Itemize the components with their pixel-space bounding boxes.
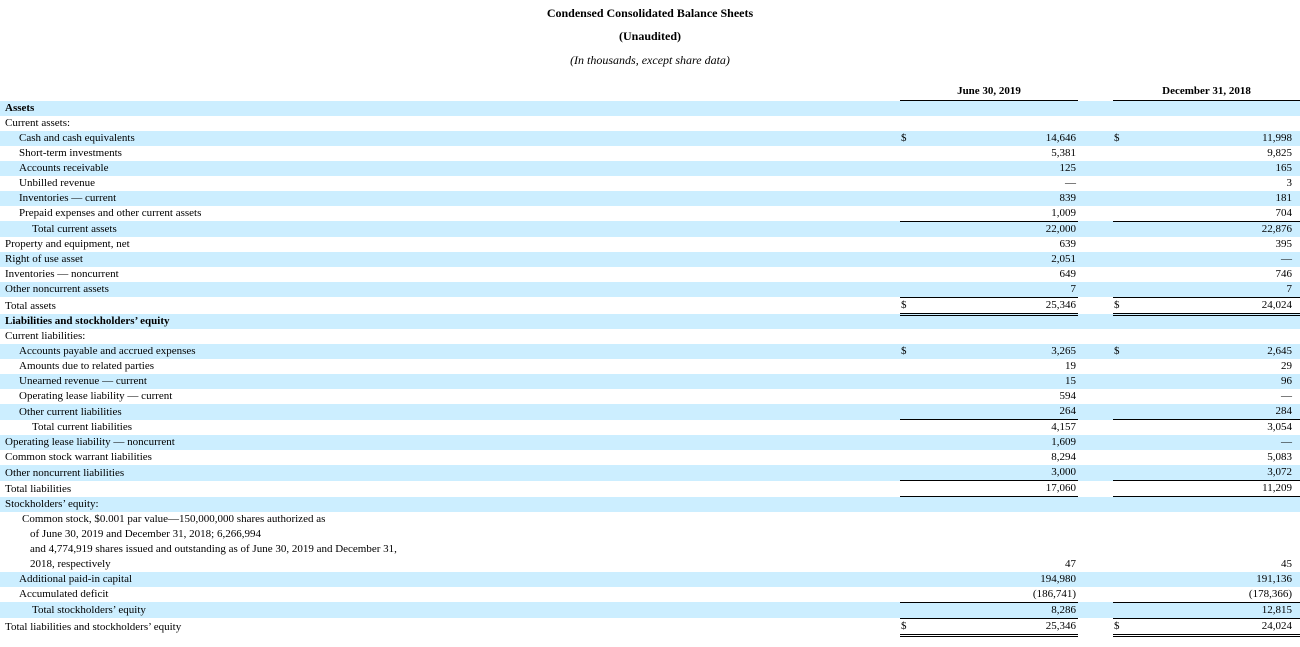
row-label: Operating lease liability — current [19, 390, 173, 402]
currency-symbol [900, 465, 916, 481]
table-row [0, 497, 1300, 512]
column-gap [1078, 359, 1113, 374]
currency-symbol [900, 101, 916, 116]
column-gap [1078, 435, 1113, 450]
document-header [0, 0, 1300, 67]
table-row [0, 329, 1300, 344]
currency-symbol [1113, 374, 1129, 389]
currency-symbol [900, 374, 916, 389]
column-gap [1078, 191, 1113, 206]
currency-symbol [1113, 146, 1129, 161]
value-cell: 24,024 [1129, 618, 1300, 635]
table-row [0, 282, 1300, 298]
column-gap [1078, 237, 1113, 252]
column-gap [1078, 329, 1113, 344]
row-label: Cash and cash equivalents [0, 131, 900, 146]
column-gap [1078, 282, 1113, 298]
column-gap [1078, 131, 1113, 146]
currency-symbol [1113, 587, 1129, 603]
currency-symbol [1113, 206, 1129, 222]
row-label: Inventories — current [0, 191, 900, 206]
currency-symbol [900, 329, 916, 344]
value-cell: 3,072 [1129, 465, 1300, 481]
table-row [0, 450, 1300, 465]
column-gap [1078, 389, 1113, 404]
currency-symbol [1113, 404, 1129, 420]
value-cell: 19 [1065, 360, 1076, 372]
value-cell: 11,998 [1129, 131, 1300, 146]
value-cell: 9,825 [1267, 146, 1292, 159]
currency-symbol [1113, 497, 1129, 512]
value-cell: — [1129, 252, 1300, 267]
currency-symbol [900, 161, 916, 176]
value-cell: 2,645 [1129, 344, 1300, 359]
currency-symbol [1113, 329, 1129, 344]
value-cell: (178,366) [1129, 587, 1300, 603]
table-row [0, 297, 1300, 314]
value-cell: 1,609 [916, 435, 1078, 450]
column-gap [1078, 404, 1113, 420]
currency-symbol [900, 206, 916, 222]
currency-symbol: $ [900, 344, 916, 359]
table-row [0, 404, 1300, 420]
value-cell: 8,286 [916, 602, 1078, 618]
value-cell [916, 101, 1078, 116]
table-row [0, 161, 1300, 176]
currency-symbol [1113, 221, 1129, 237]
table-row [0, 374, 1300, 389]
column-gap [1078, 314, 1113, 329]
table-row [0, 618, 1300, 635]
row-label: Total assets [5, 300, 56, 312]
row-label: Assets [0, 101, 900, 116]
row-label-line: 2018, respectively [30, 557, 111, 570]
currency-symbol [900, 267, 916, 282]
row-label: Unbilled revenue [19, 176, 96, 189]
row-label: Amounts due to related parties [19, 360, 155, 372]
row-label: Other current liabilities [0, 404, 900, 420]
currency-symbol [1113, 176, 1129, 191]
currency-symbol [1113, 237, 1129, 252]
balance-sheet-table [0, 80, 1300, 637]
currency-symbol [900, 146, 916, 161]
column-gap [1078, 420, 1113, 436]
currency-symbol [1113, 314, 1129, 329]
value-cell [916, 116, 1078, 131]
column-header-june-30-2019: June 30, 2019 [900, 80, 1078, 101]
row-label: Common stock warrant liabilities [5, 451, 152, 463]
row-label: Current assets: [5, 116, 71, 129]
column-gap [1078, 221, 1113, 237]
value-cell: 14,646 [916, 131, 1078, 146]
currency-symbol [1113, 116, 1129, 131]
value-cell: 45 [1281, 557, 1292, 570]
currency-symbol [900, 450, 916, 465]
table-row [0, 572, 1300, 587]
row-label-line: Common stock, $0.001 par value—150,000,000 shares authorized as [22, 512, 326, 525]
row-label: Current liabilities: [5, 330, 86, 342]
column-gap [1078, 572, 1113, 587]
value-cell: 1,009 [916, 206, 1078, 222]
value-cell: 7 [916, 282, 1078, 298]
currency-symbol [1113, 602, 1129, 618]
column-gap [1078, 267, 1113, 282]
value-cell: 15 [916, 374, 1078, 389]
currency-symbol [1113, 267, 1129, 282]
value-cell: 746 [1275, 267, 1292, 280]
value-cell: 11,209 [1129, 481, 1300, 497]
table-row [0, 314, 1300, 329]
value-cell: — [1281, 390, 1292, 402]
value-cell: 3,054 [1267, 421, 1292, 433]
currency-symbol [900, 191, 916, 206]
value-cell: 839 [916, 191, 1078, 206]
row-label: Stockholders’ equity: [0, 497, 900, 512]
currency-symbol [1113, 191, 1129, 206]
currency-symbol [900, 587, 916, 603]
currency-symbol [900, 221, 916, 237]
currency-symbol [1113, 359, 1129, 374]
table-row [0, 237, 1300, 252]
value-cell: 395 [1275, 237, 1292, 250]
row-label: Operating lease liability — noncurrent [0, 435, 900, 450]
currency-symbol: $ [1113, 618, 1129, 635]
column-gap [1078, 465, 1113, 481]
row-label: Property and equipment, net [5, 237, 130, 250]
value-cell: 29 [1281, 360, 1292, 372]
currency-symbol [900, 282, 916, 298]
column-gap [1078, 602, 1113, 618]
row-label: Accounts payable and accrued expenses [0, 344, 900, 359]
currency-symbol [900, 602, 916, 618]
value-cell: 704 [1129, 206, 1300, 222]
column-gap [1078, 176, 1113, 191]
row-label: Accounts receivable [0, 161, 900, 176]
column-gap [1078, 206, 1113, 222]
currency-symbol [900, 176, 916, 191]
row-label: Inventories — noncurrent [5, 267, 119, 280]
table-row [0, 389, 1300, 404]
table-row [0, 344, 1300, 359]
column-gap [1078, 481, 1113, 497]
currency-symbol [900, 237, 916, 252]
currency-symbol: $ [900, 131, 916, 146]
row-label: Total current assets [0, 221, 900, 237]
value-cell: 194,980 [916, 572, 1078, 587]
value-cell: (186,741) [916, 587, 1078, 603]
value-cell: 17,060 [916, 481, 1078, 497]
row-label: Total stockholders’ equity [0, 602, 900, 618]
value-cell: 22,876 [1129, 221, 1300, 237]
document-title: Condensed Consolidated Balance Sheets [546, 6, 754, 20]
value-cell: 12,815 [1129, 602, 1300, 618]
row-label: Total liabilities [5, 482, 72, 495]
row-label-line: and 4,774,919 shares issued and outstanding as of June 30, 2019 and December 31, [30, 542, 397, 555]
currency-symbol [1113, 465, 1129, 481]
value-cell [916, 314, 1078, 329]
row-label: Accumulated deficit [19, 588, 109, 600]
value-cell: 25,346 [916, 297, 1078, 314]
table-row [0, 131, 1300, 146]
currency-symbol [1113, 252, 1129, 267]
currency-symbol: $ [1113, 131, 1129, 146]
value-cell: 4,157 [1051, 421, 1076, 433]
value-cell: — [1065, 176, 1076, 189]
value-cell: 96 [1129, 374, 1300, 389]
row-label: Other noncurrent liabilities [0, 465, 900, 481]
value-cell [916, 329, 1078, 344]
row-label-line: of June 30, 2019 and December 31, 2018; 6,266,994 [30, 527, 261, 540]
value-cell: 3,000 [916, 465, 1078, 481]
currency-symbol [900, 497, 916, 512]
table-row [0, 191, 1300, 206]
table-row [0, 176, 1300, 191]
table-row [0, 206, 1300, 222]
value-cell: 191,136 [1129, 572, 1300, 587]
column-gap [1078, 344, 1113, 359]
value-cell: 181 [1129, 191, 1300, 206]
currency-symbol [1113, 101, 1129, 116]
value-cell: 22,000 [916, 221, 1078, 237]
column-gap [1078, 161, 1113, 176]
table-row [0, 267, 1300, 282]
table-row [0, 359, 1300, 374]
value-cell: 3,265 [916, 344, 1078, 359]
value-cell: 284 [1129, 404, 1300, 420]
value-cell: 639 [1059, 237, 1076, 250]
table-row [0, 420, 1300, 436]
currency-symbol [1113, 450, 1129, 465]
currency-symbol [900, 116, 916, 131]
units-note: (In thousands, except share data) [570, 53, 730, 67]
column-gap [1078, 252, 1113, 267]
value-cell [1129, 497, 1300, 512]
unaudited-label: (Unaudited) [618, 29, 681, 43]
table-row [0, 146, 1300, 161]
value-cell: 125 [916, 161, 1078, 176]
currency-symbol [1113, 161, 1129, 176]
column-gap [1078, 116, 1113, 131]
row-label: Short-term investments [19, 146, 122, 159]
column-header-december-31-2018: December 31, 2018 [1113, 80, 1300, 101]
value-cell: 8,294 [1051, 451, 1076, 463]
value-cell [1129, 329, 1300, 344]
currency-symbol: $ [1113, 344, 1129, 359]
currency-symbol: $ [900, 618, 916, 635]
currency-symbol [1113, 282, 1129, 298]
value-cell: 649 [1059, 267, 1076, 280]
value-cell: 264 [916, 404, 1078, 420]
table-row [0, 587, 1300, 603]
column-gap [1078, 101, 1113, 116]
row-label: Total current liabilities [32, 421, 133, 433]
row-label: Liabilities and stockholders’ equity [0, 314, 900, 329]
table-row [0, 435, 1300, 450]
table-row [0, 252, 1300, 267]
column-gap [1078, 587, 1113, 603]
currency-symbol [900, 512, 916, 572]
value-cell: 24,024 [1129, 297, 1300, 314]
value-cell [916, 497, 1078, 512]
currency-symbol [1113, 420, 1129, 436]
currency-symbol [900, 435, 916, 450]
column-gap [1078, 297, 1113, 314]
value-cell: 165 [1129, 161, 1300, 176]
currency-symbol [1113, 389, 1129, 404]
table-row [0, 116, 1300, 131]
column-gap [1078, 374, 1113, 389]
currency-symbol [900, 389, 916, 404]
row-label: Additional paid-in capital [0, 572, 900, 587]
value-cell: 594 [1059, 390, 1076, 402]
currency-symbol [1113, 435, 1129, 450]
value-cell: 25,346 [916, 618, 1078, 635]
table-row [0, 602, 1300, 618]
row-label: Other noncurrent assets [0, 282, 900, 298]
currency-symbol [1113, 512, 1129, 572]
column-header-row [0, 80, 1300, 101]
table-row [0, 465, 1300, 481]
row-label [0, 512, 900, 572]
value-cell: 2,051 [916, 252, 1078, 267]
currency-symbol [1113, 572, 1129, 587]
currency-symbol [900, 481, 916, 497]
value-cell: 47 [1065, 557, 1076, 570]
currency-symbol: $ [1113, 297, 1129, 314]
currency-symbol [900, 572, 916, 587]
column-gap [1078, 80, 1113, 101]
column-gap [1078, 512, 1113, 572]
currency-symbol [1113, 481, 1129, 497]
column-gap [1078, 146, 1113, 161]
row-label: Unearned revenue — current [0, 374, 900, 389]
value-cell [1129, 101, 1300, 116]
value-cell: 5,381 [1051, 146, 1076, 159]
column-gap [1078, 618, 1113, 635]
currency-symbol [900, 252, 916, 267]
row-label: Prepaid expenses and other current assets [19, 207, 202, 219]
value-cell [1129, 116, 1300, 131]
table-row [0, 101, 1300, 116]
currency-symbol: $ [900, 297, 916, 314]
column-gap [1078, 450, 1113, 465]
currency-symbol [900, 420, 916, 436]
row-label: Total liabilities and stockholders’ equity [5, 621, 182, 633]
currency-symbol [900, 404, 916, 420]
value-cell: 3 [1286, 176, 1292, 189]
value-cell: — [1129, 435, 1300, 450]
table-row [0, 512, 1300, 572]
value-cell: 7 [1129, 282, 1300, 298]
currency-symbol [900, 359, 916, 374]
currency-symbol [900, 314, 916, 329]
value-cell [1129, 314, 1300, 329]
label-column-header [0, 80, 900, 101]
column-gap [1078, 497, 1113, 512]
table-row [0, 481, 1300, 497]
value-cell: 5,083 [1267, 451, 1292, 463]
table-row [0, 221, 1300, 237]
row-label: Right of use asset [0, 252, 900, 267]
